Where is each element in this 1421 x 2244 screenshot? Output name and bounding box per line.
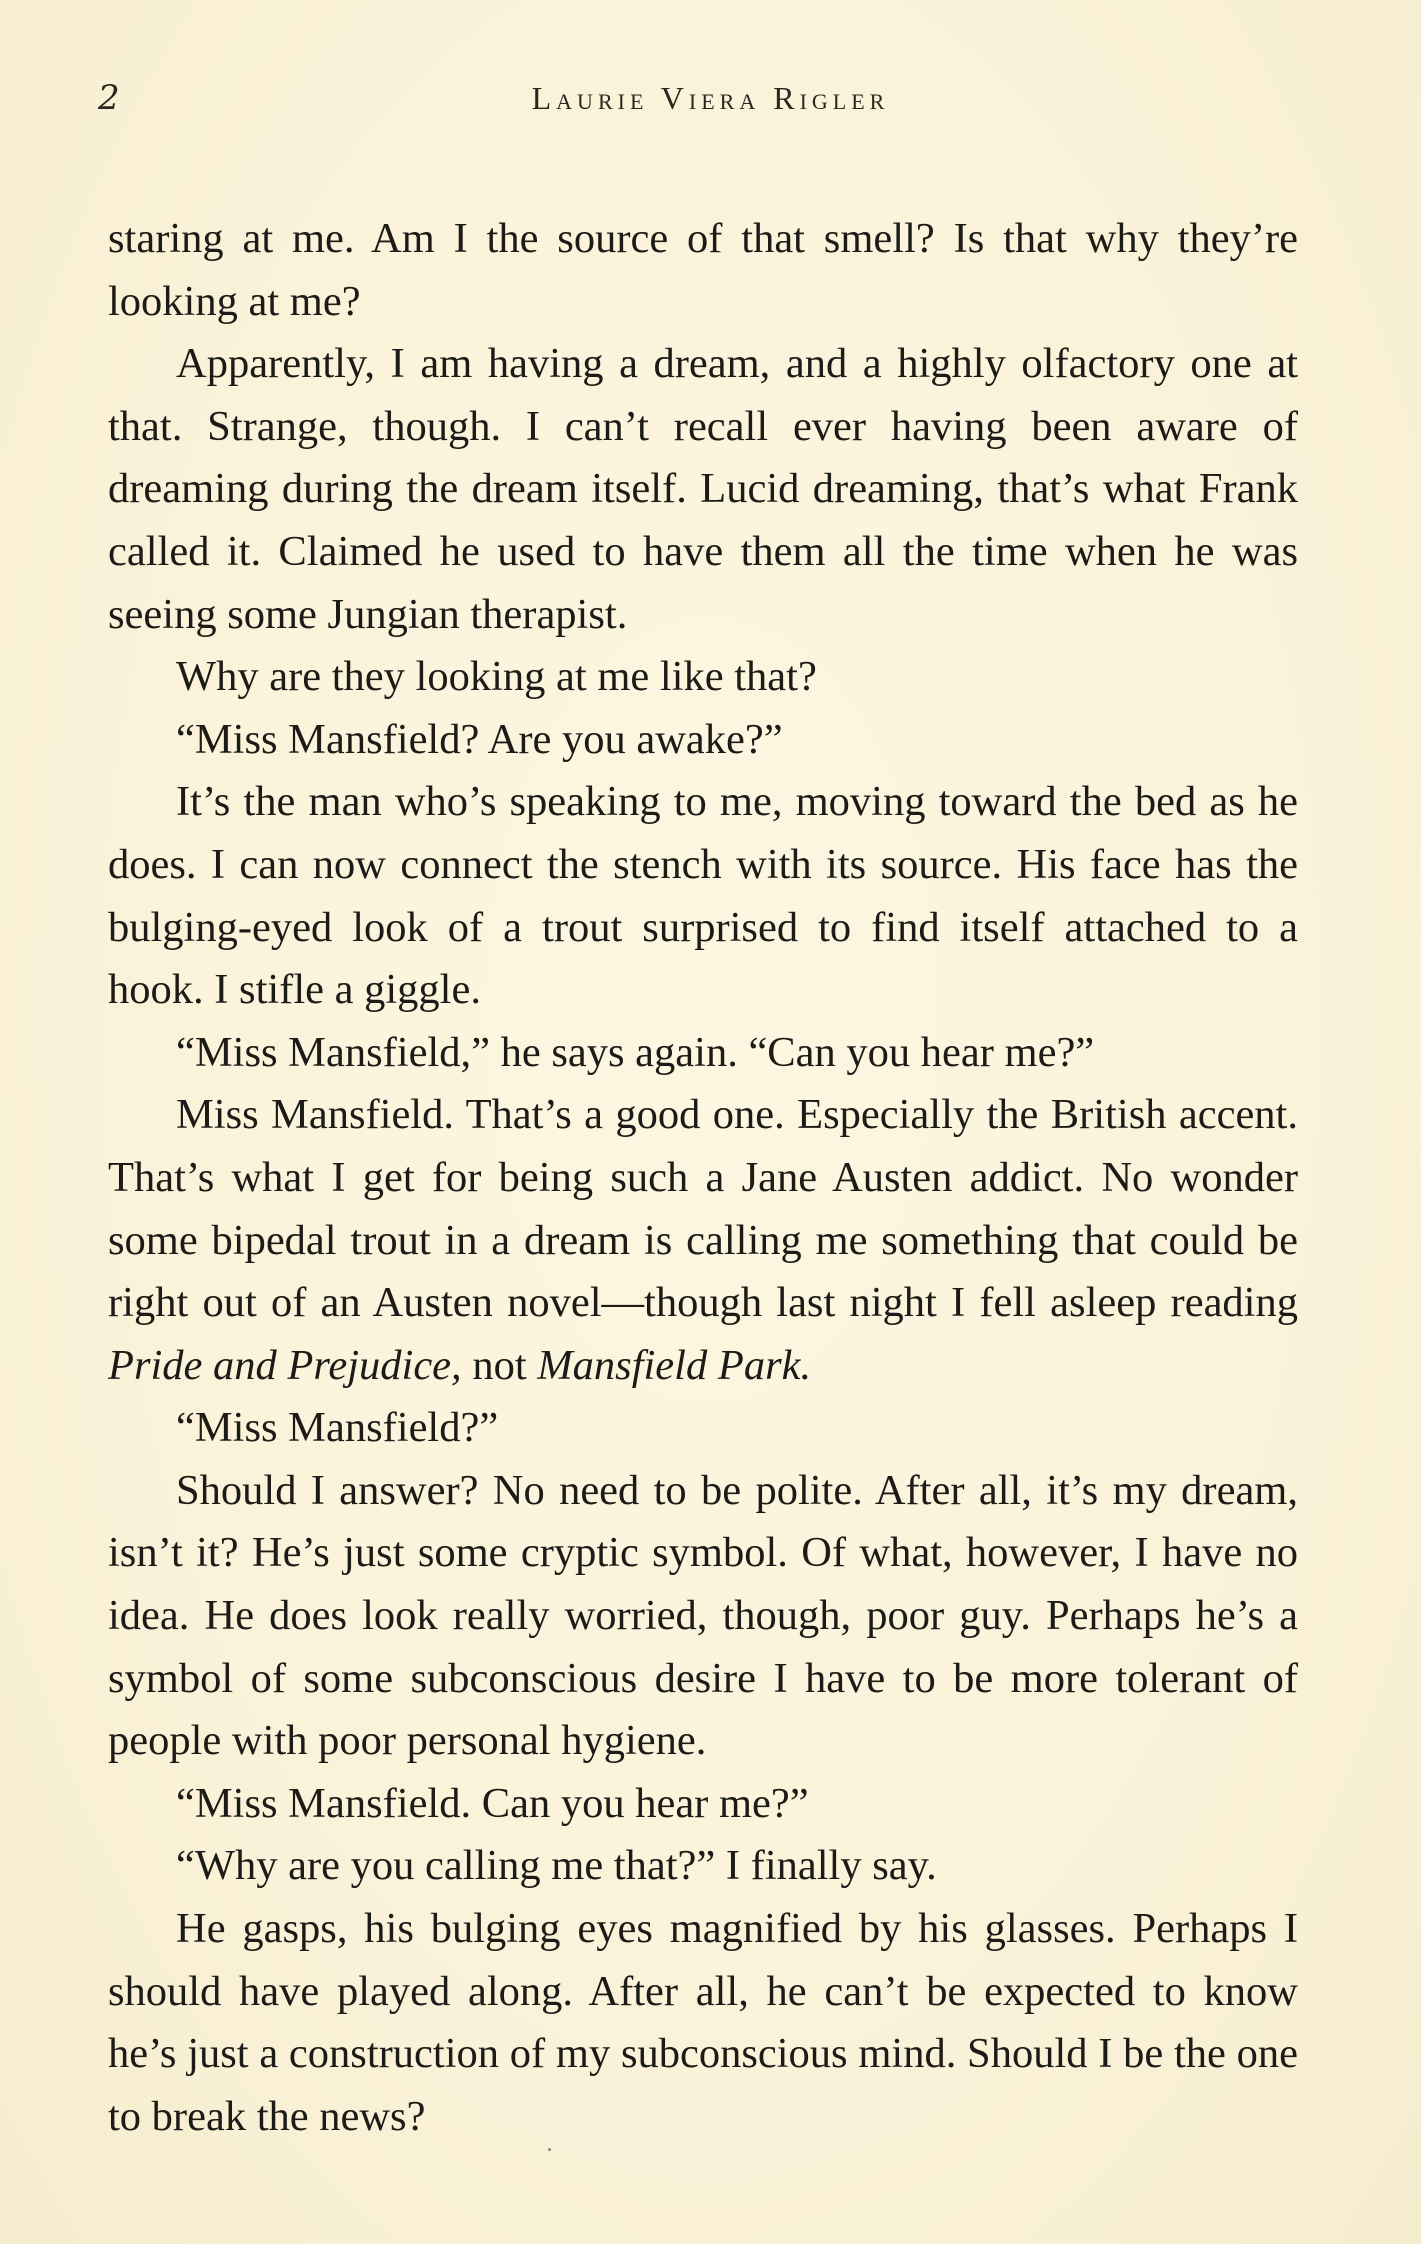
- paragraph: “Miss Mansfield,” he says again. “Can you hear me?”: [176, 1028, 1095, 1076]
- paragraph: He gasps, his bulging eyes magnified by his glasses. Perhaps I should have played along. After all, he can’t be expected to know he’s just a construction of my subconscious mind. Should I be the one to break the news?: [108, 1905, 1298, 2140]
- paragraph: Should I answer? No need to be polite. After all, it’s my dream, isn’t it? He’s just some cryptic symbol. Of what, however, I have no idea. He does look really worried, though, poor guy. Perhaps he’s a symbol of some subconscious desire I have to be more tolerant of people with poor personal hygiene.: [108, 1466, 1298, 1765]
- paragraph: It’s the man who’s speaking to me, moving toward the bed as he does. I can now connect the stench with its source. His face has the bulging-eyed look of a trout surprised to find itself attached to a hook. I stifle a giggle.: [108, 778, 1298, 1014]
- running-head: Laurie Viera Rigler: [531, 80, 890, 116]
- paragraph: “Why are you calling me that?” I finally say.: [176, 1842, 937, 1890]
- paragraph: “Miss Mansfield. Can you hear me?”: [176, 1779, 809, 1827]
- paragraph: Apparently, I am having a dream, and a highly olfactory one at that. Strange, though. I can’t recall ever having been aware of dreaming during the dream itself. Lucid dreaming, that’s what Frank called it. Claimed he used to have them all the time when he was seeing some Jungian therapist.: [108, 340, 1298, 638]
- paragraph: “Miss Mansfield? Are you awake?”: [176, 715, 783, 763]
- book-title-mansfield-park: Mansfield Park.: [537, 1341, 812, 1389]
- page-number: 2: [98, 78, 120, 118]
- inline-joiner: not: [472, 1341, 527, 1389]
- paragraph-text: Miss Mansfield. That’s a good one. Especially the British accent. That’s what I get for being such a Jane Austen addict. No wonder some bipedal trout in a dream is calling me something that could be right out of an Austen novel—though last night I fell asleep reading: [108, 1091, 1298, 1327]
- paragraph: staring at me. Am I the source of that smell? Is that why they’re looking at me?: [108, 215, 1298, 325]
- paragraph-with-titles: [108, 1084, 1298, 1397]
- paper-speck: [548, 2148, 551, 2151]
- paragraph: “Miss Mansfield?”: [176, 1404, 499, 1452]
- body-text: [108, 208, 1298, 2148]
- paragraph: Why are they looking at me like that?: [176, 653, 817, 701]
- book-title-pride-and-prejudice: Pride and Prejudice,: [108, 1341, 462, 1389]
